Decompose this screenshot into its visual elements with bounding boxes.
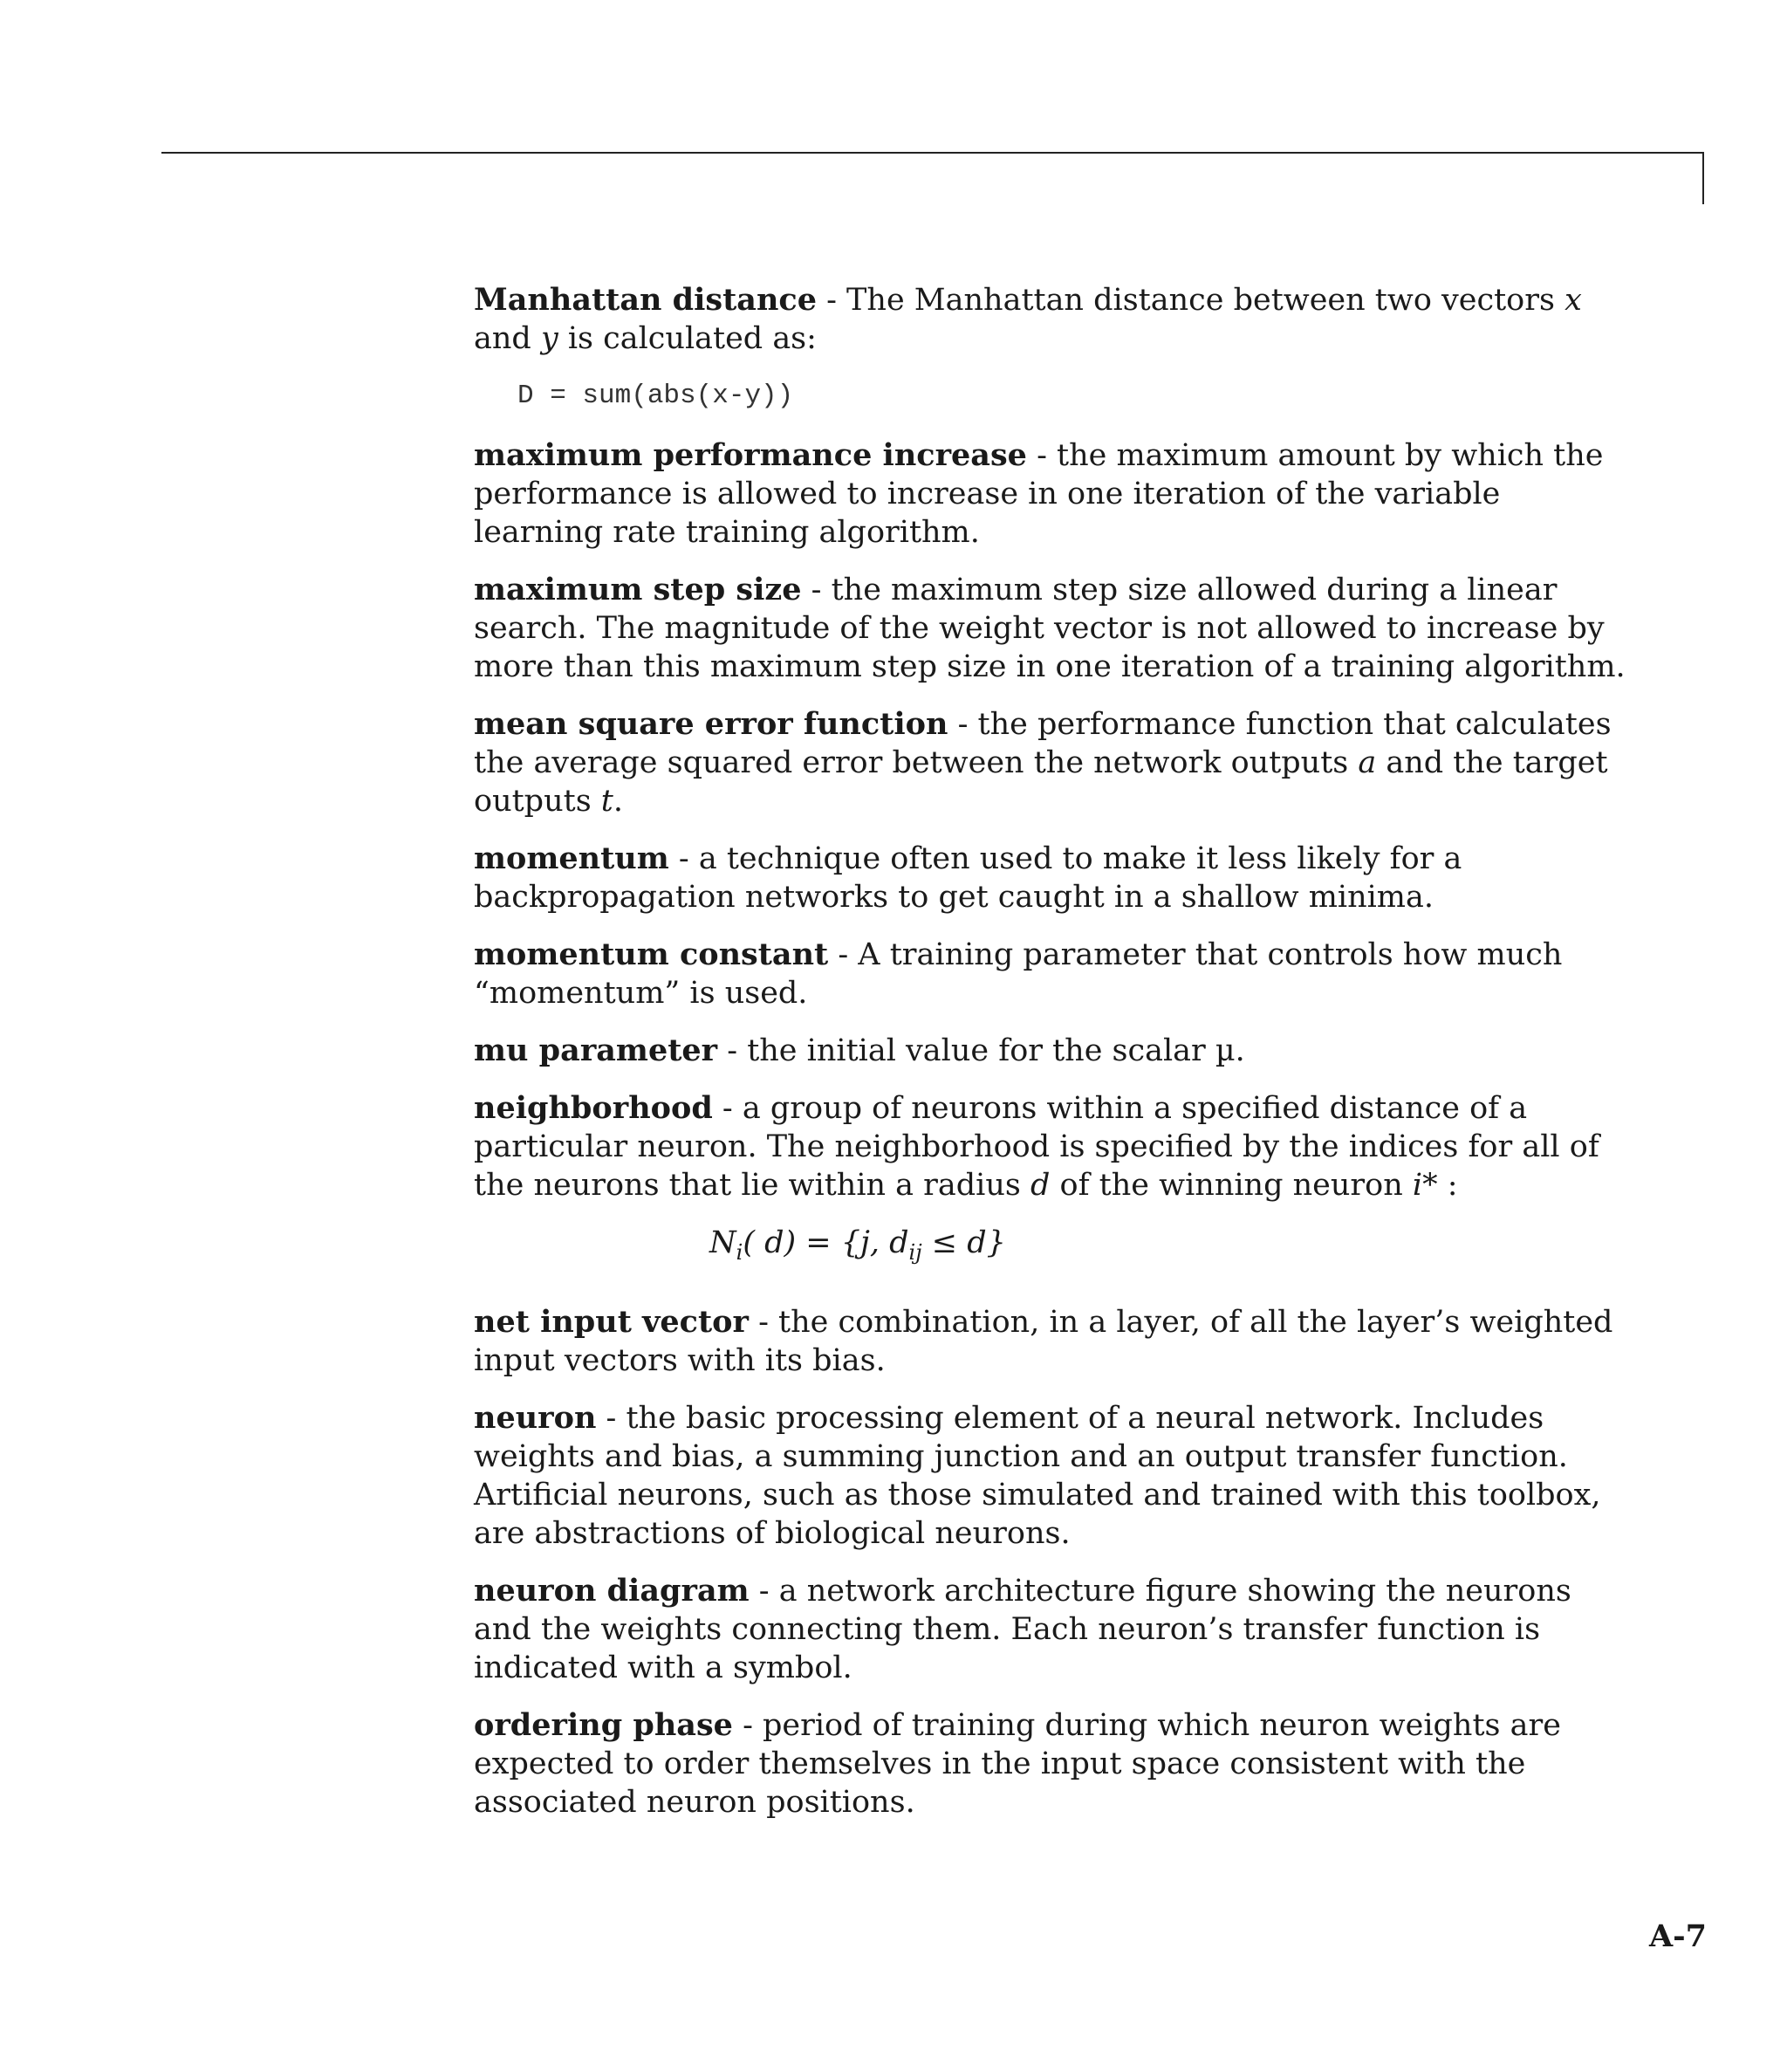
definition: - a group of neurons within a specified distance of a particular neuron. The neighborhood is specified by the indices for all of the neurons that lie within a radius [474,1091,1599,1203]
definition: - the basic processing element of a neural network. Includes weights and bias, a summing junction and an output transfer function. Artificial neurons, such as those simulated and trained with this toolbox, are abstractions of biological neurons. [474,1401,1601,1551]
definition: - the maximum amount by which the performance is allowed to increase in one iteration of the variable learning rate training algorithm. [474,438,1604,550]
definition: and [474,321,541,356]
var-y: y [540,321,558,356]
term: mu parameter [474,1033,718,1068]
entry-momentum [474,840,1626,916]
var-i-star: i* [1412,1168,1438,1203]
entry-neighborhood [474,1089,1626,1204]
definition: - a technique often used to make it less likely for a backpropagation networks to get caught in a shallow minima. [474,841,1462,915]
var-d: d [1030,1168,1051,1203]
definition: - a network architecture figure showing the neurons and the weights connecting them. Each neuron’s transfer function is indicated with a symbol. [474,1574,1571,1685]
term: mean square error function [474,706,948,742]
eq-middle: ( d) = {j, d [743,1225,909,1260]
definition: of the winning neuron [1050,1168,1413,1203]
eq-sub-ij: ij [908,1240,922,1265]
term: net input vector [474,1304,749,1340]
definition: - the initial value for the scalar µ. [717,1033,1245,1068]
entry-net-input-vector [474,1303,1626,1380]
term: ordering phase [474,1707,733,1743]
entry-maximum-performance-increase [474,436,1626,552]
entry-neuron-diagram [474,1572,1626,1687]
definition: - the maximum step size allowed during a linear search. The magnitude of the weight vector is not allowed to increase by more than this maximum step size in one iteration of a training algorithm. [474,573,1626,684]
definition: - the performance function that calculates the average squared error between the network outputs [474,707,1612,780]
entry-manhattan-distance [474,281,1626,358]
var-x: x [1564,283,1582,318]
var-a: a [1358,745,1377,780]
term: neighborhood [474,1090,713,1126]
definition: . [613,784,623,819]
equation-neighborhood [709,1224,1626,1272]
eq-sub-i: i [736,1240,743,1265]
term: Manhattan distance [474,282,817,318]
entry-momentum-constant [474,936,1626,1012]
term: neuron [474,1400,597,1436]
eq-n: N [709,1225,736,1260]
header-rule [161,152,1704,154]
term: momentum constant [474,937,829,972]
definition: : [1437,1168,1458,1203]
definition: - A training parameter that controls how much “momentum” is used. [474,937,1563,1011]
page-number: A-7 [1648,1918,1707,1954]
definition: - the combination, in a layer, of all the layer’s weighted input vectors with its bias. [474,1305,1613,1378]
term: maximum step size [474,572,802,607]
eq-end: ≤ d} [921,1225,1006,1260]
term: neuron diagram [474,1573,750,1609]
definition: and the target outputs [474,745,1608,819]
definition: is calculated as: [558,321,817,356]
definition: - period of training during which neuron weights are expected to order themselves in the input space consistent with the associated neuron positions. [474,1708,1561,1820]
entry-neuron [474,1399,1626,1553]
definition: - The Manhattan distance between two vectors [816,283,1565,318]
entry-maximum-step-size [474,571,1626,686]
entry-mu-parameter [474,1032,1626,1070]
code-manhattan-formula: D = sum(abs(x-y)) [517,381,794,411]
term: maximum performance increase [474,437,1027,473]
var-t: t [600,784,613,819]
entry-ordering-phase [474,1706,1626,1822]
term: momentum [474,840,669,876]
header-corner-rule [1702,152,1704,204]
entry-mean-square-error-function [474,705,1626,820]
glossary-content [474,281,1626,1841]
